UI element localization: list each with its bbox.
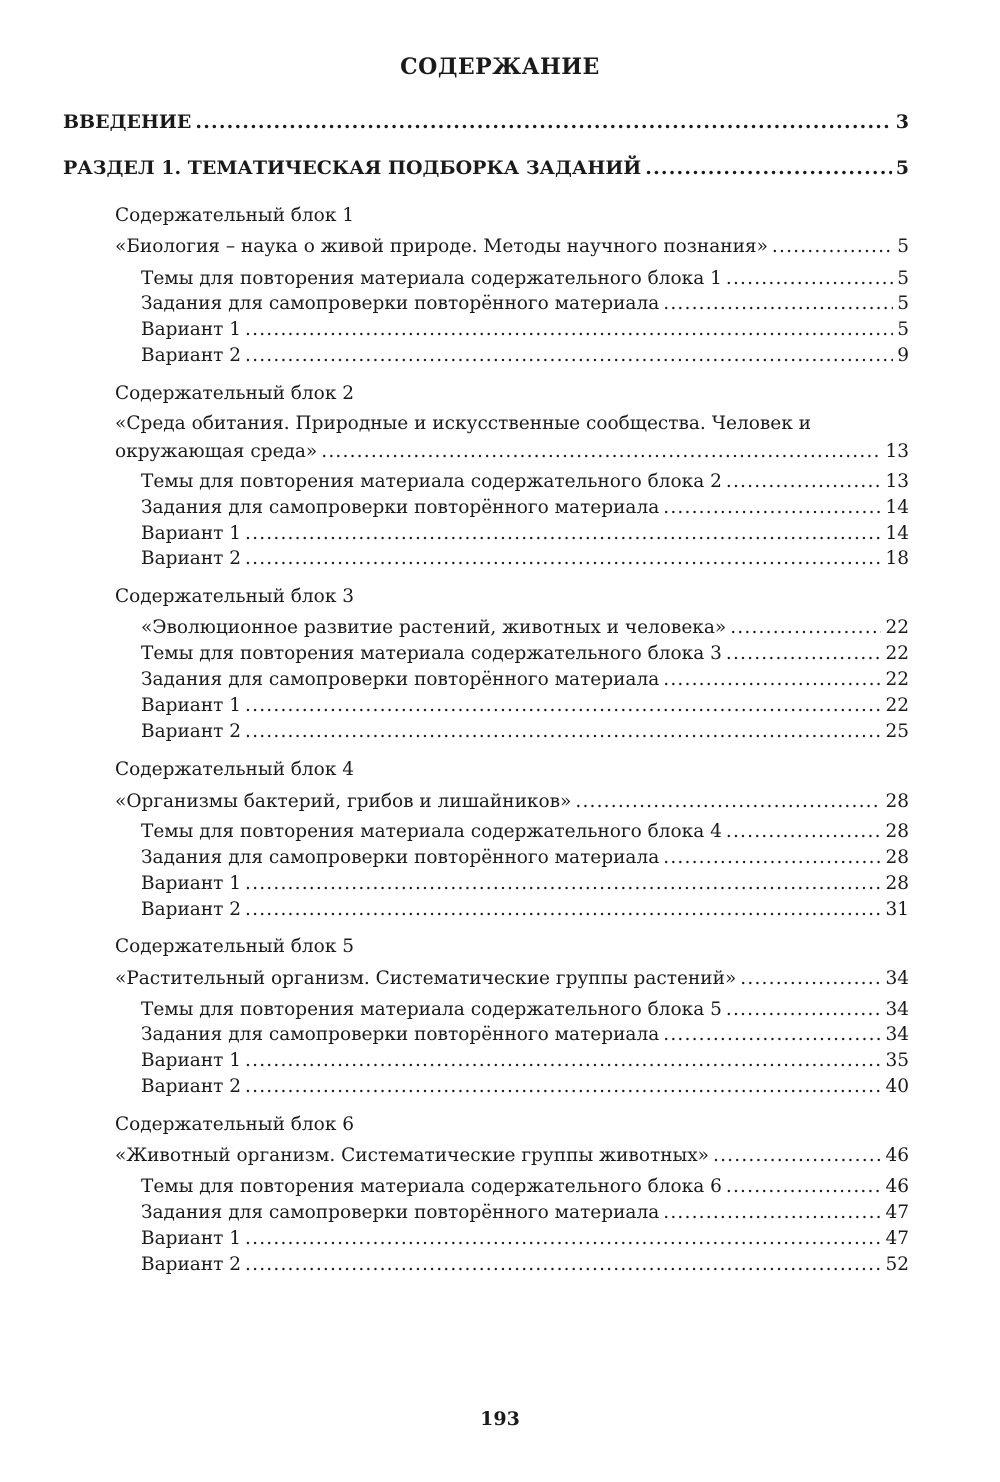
toc-entry-section-1[interactable]: [63, 155, 909, 181]
toc-entry-label: «Организмы бактерий, грибов и лишайников»: [115, 791, 572, 812]
dot-leader: [245, 871, 881, 897]
toc-entry-item[interactable]: [141, 1048, 909, 1074]
block-heading: Содержательный блок 4: [115, 759, 355, 780]
toc-entry-page: 14: [885, 523, 909, 544]
toc-entry-item[interactable]: [141, 871, 909, 897]
toc-entry-item[interactable]: [141, 343, 909, 369]
toc-entry-intro[interactable]: [63, 109, 909, 135]
toc-entry-item[interactable]: [141, 1022, 909, 1048]
dot-leader: [245, 1226, 881, 1252]
toc-entry-page: 46: [885, 1176, 909, 1197]
toc-entry-label: Вариант 2: [141, 1076, 242, 1097]
toc-entry-item[interactable]: [141, 719, 909, 745]
block-heading: Содержательный блок 3: [115, 586, 355, 607]
toc-entry-label: Задания для самопроверки повторённого материала: [141, 847, 660, 868]
dot-leader: [321, 439, 881, 465]
toc-entry-label: окружающая среда»: [115, 441, 318, 462]
toc-entry-topic[interactable]: [141, 615, 909, 641]
toc-entry-label: Вариант 2: [141, 1254, 242, 1275]
toc-entry-page: 5: [897, 268, 909, 289]
dot-leader: [726, 819, 882, 845]
dot-leader: [713, 1143, 881, 1169]
toc-entry-item[interactable]: [141, 317, 909, 343]
dot-leader: [663, 845, 881, 871]
toc-entry-item[interactable]: [141, 1252, 909, 1278]
toc-entry-topic[interactable]: [115, 234, 909, 260]
toc-entry-label: Вариант 1: [141, 695, 242, 716]
toc-entry-page: 28: [885, 847, 909, 868]
toc-entry-item[interactable]: [141, 521, 909, 547]
dot-leader: [245, 719, 881, 745]
toc-entry-item[interactable]: [141, 546, 909, 572]
toc-entry-item[interactable]: [141, 667, 909, 693]
toc-entry-label: РАЗДЕЛ 1. ТЕМАТИЧЕСКАЯ ПОДБОРКА ЗАДАНИЙ: [63, 157, 642, 179]
dot-leader: [663, 667, 881, 693]
toc-entry-page: 40: [885, 1076, 909, 1097]
toc-entry-page: 18: [885, 548, 909, 569]
toc-entry-label: Темы для повторения материала содержательного блока 4: [141, 821, 722, 842]
toc-entry-item[interactable]: [141, 266, 909, 292]
toc-entry-item[interactable]: [141, 469, 909, 495]
toc-entry-page: 28: [885, 821, 909, 842]
toc-entry-page: 52: [885, 1254, 909, 1275]
dot-leader: [245, 546, 881, 572]
dot-leader: [726, 266, 893, 292]
toc-entry-page: 34: [885, 999, 909, 1020]
toc-entry-page: 46: [885, 1145, 909, 1166]
dot-leader: [663, 1200, 881, 1226]
block-heading: Содержательный блок 2: [115, 383, 355, 404]
toc-entry-label: Вариант 1: [141, 1050, 242, 1071]
toc-entry-item[interactable]: [141, 1200, 909, 1226]
page-number: 193: [480, 1408, 520, 1430]
toc-entry-label: Задания для самопроверки повторённого материала: [141, 293, 660, 314]
toc-entry-item[interactable]: [141, 291, 909, 317]
toc-entry-label: Задания для самопроверки повторённого материала: [141, 1024, 660, 1045]
toc-entry-page: 3: [895, 111, 909, 133]
dot-leader: [663, 1022, 881, 1048]
toc-entry-label: «Биология – наука о живой природе. Методы научного познания»: [115, 236, 768, 257]
toc-entry-label: Темы для повторения материала содержательного блока 3: [141, 643, 722, 664]
toc-entry-page: 5: [897, 293, 909, 314]
dot-leader: [726, 641, 882, 667]
dot-leader: [245, 693, 881, 719]
toc-entry-page: 28: [885, 873, 909, 894]
toc-entry-label: «Растительный организм. Систематические группы растений»: [115, 968, 737, 989]
dot-leader: [575, 789, 881, 815]
block-heading: Содержательный блок 1: [115, 205, 355, 226]
toc-entry-item[interactable]: [141, 1226, 909, 1252]
dot-leader: [772, 234, 893, 260]
toc-entry-topic[interactable]: [115, 1143, 909, 1169]
toc-entry-item[interactable]: [141, 693, 909, 719]
toc-entry-label: Вариант 1: [141, 319, 242, 340]
toc-entry-page: 22: [885, 695, 909, 716]
toc-entry-item[interactable]: [141, 997, 909, 1023]
dot-leader: [645, 155, 892, 181]
toc-entry-label: Вариант 2: [141, 345, 242, 366]
toc-entry-label: Задания для самопроверки повторённого материала: [141, 669, 660, 690]
toc-entry-page: 5: [897, 236, 909, 257]
toc-entry-page: 22: [885, 643, 909, 664]
dot-leader: [245, 343, 893, 369]
dot-leader: [663, 495, 881, 521]
block-heading: Содержательный блок 6: [115, 1114, 355, 1135]
dot-leader: [245, 1048, 881, 1074]
dot-leader: [245, 317, 893, 343]
dot-leader: [726, 997, 882, 1023]
toc-entry-label: «Эволюционное развитие растений, животных и человека»: [141, 617, 727, 638]
toc-entry-item[interactable]: [141, 495, 909, 521]
dot-leader: [195, 109, 891, 135]
dot-leader: [726, 1174, 882, 1200]
toc-entry-page: 47: [885, 1228, 909, 1249]
dot-leader: [730, 615, 881, 641]
toc-entry-label: Вариант 1: [141, 523, 242, 544]
toc-entry-label: Вариант 2: [141, 899, 242, 920]
toc-entry-item[interactable]: [141, 1174, 909, 1200]
toc-entry-item[interactable]: [141, 819, 909, 845]
toc-entry-item[interactable]: [141, 897, 909, 923]
toc-entry-page: 34: [885, 968, 909, 989]
toc-entry-label: Темы для повторения материала содержательного блока 1: [141, 268, 722, 289]
page-title: СОДЕРЖАНИЕ: [400, 54, 600, 80]
toc-entry-page: 13: [885, 441, 909, 462]
toc-entry-page: 22: [885, 669, 909, 690]
toc-entry-topic[interactable]: [115, 789, 909, 815]
toc-entry-page: 22: [885, 617, 909, 638]
toc-entry-page: 5: [895, 157, 909, 179]
dot-leader: [740, 966, 881, 992]
toc-entry-label: Задания для самопроверки повторённого материала: [141, 497, 660, 518]
toc-entry-page: 9: [897, 345, 909, 366]
toc-entry-label: Темы для повторения материала содержательного блока 2: [141, 471, 722, 492]
toc-entry-label: Вариант 1: [141, 1228, 242, 1249]
block-heading: Содержательный блок 5: [115, 936, 355, 957]
toc-entry-label: «Животный организм. Систематические группы животных»: [115, 1145, 709, 1166]
dot-leader: [245, 1074, 881, 1100]
toc-entry-label: Вариант 2: [141, 721, 242, 742]
toc-entry-page: 25: [885, 721, 909, 742]
toc-entry-label: Вариант 1: [141, 873, 242, 894]
toc-entry-page: 47: [885, 1202, 909, 1223]
toc-entry-topic[interactable]: [115, 966, 909, 992]
toc-entry-label: ВВЕДЕНИЕ: [63, 111, 192, 133]
toc-entry-page: 34: [885, 1024, 909, 1045]
toc-entry-page: 13: [885, 471, 909, 492]
toc-entry-item[interactable]: [141, 641, 909, 667]
toc-entry-page: 14: [885, 497, 909, 518]
dot-leader: [245, 1252, 881, 1278]
toc-entry-page: 5: [897, 319, 909, 340]
toc-entry-topic-line: «Среда обитания. Природные и искусственные сообщества. Человек и: [115, 413, 811, 434]
toc-entry-label: Темы для повторения материала содержательного блока 5: [141, 999, 722, 1020]
dot-leader: [245, 521, 881, 547]
toc-entry-item[interactable]: [141, 845, 909, 871]
toc-entry-topic[interactable]: [115, 439, 909, 465]
dot-leader: [245, 897, 881, 923]
toc-entry-label: Вариант 2: [141, 548, 242, 569]
toc-entry-page: 35: [885, 1050, 909, 1071]
toc-entry-page: 31: [885, 899, 909, 920]
toc-entry-label: Задания для самопроверки повторённого материала: [141, 1202, 660, 1223]
toc-entry-page: 28: [885, 791, 909, 812]
dot-leader: [663, 291, 893, 317]
toc-entry-item[interactable]: [141, 1074, 909, 1100]
dot-leader: [726, 469, 882, 495]
toc-entry-label: Темы для повторения материала содержательного блока 6: [141, 1176, 722, 1197]
